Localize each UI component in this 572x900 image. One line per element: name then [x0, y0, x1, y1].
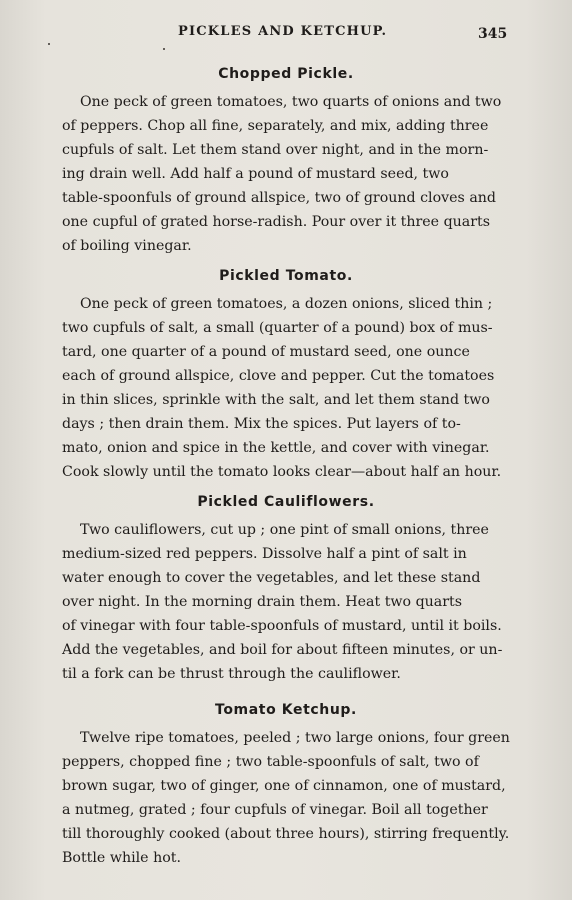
text-line: table-spoonfuls of ground allspice, two of ground cloves and [62, 190, 497, 206]
page-number: 345 [478, 26, 508, 42]
text-line: each of ground allspice, clove and pepper. Cut the tomatoes [62, 368, 495, 384]
recipe-body [62, 518, 510, 686]
running-header [0, 24, 572, 44]
recipe-title: Tomato Ketchup. [215, 702, 357, 718]
text-line: one cupful of grated horse-radish. Pour over it three quarts [62, 214, 491, 230]
text-line: One peck of green tomatoes, two quarts of onions and two [80, 94, 502, 110]
text-line: Cook slowly until the tomato looks clear—about half an hour. [62, 464, 502, 480]
text-line: Two cauliflowers, cut up ; one pint of small onions, three [80, 522, 489, 538]
text-line: mato, onion and spice in the kettle, and cover with vinegar. [62, 440, 490, 456]
text-line: brown sugar, two of ginger, one of cinnamon, one of mustard, [62, 778, 506, 794]
text-line: of boiling vinegar. [62, 238, 192, 254]
text-line: two cupfuls of salt, a small (quarter of a pound) box of mus- [62, 320, 493, 336]
ink-speck [163, 48, 165, 50]
text-line: til a fork can be thrust through the cauliflower. [62, 666, 401, 682]
text-line: of vinegar with four table-spoonfuls of mustard, until it boils. [62, 618, 502, 634]
text-line: over night. In the morning drain them. Heat two quarts [62, 594, 463, 610]
recipe-title: Pickled Cauliflowers. [197, 494, 375, 510]
ink-speck [48, 43, 50, 45]
recipe-body [62, 726, 510, 870]
text-line: of peppers. Chop all fine, separately, and mix, adding three [62, 118, 489, 134]
text-line: Twelve ripe tomatoes, peeled ; two large onions, four green [80, 730, 510, 746]
text-line: cupfuls of salt. Let them stand over night, and in the morn- [62, 142, 489, 158]
recipe-title: Pickled Tomato. [219, 268, 353, 284]
recipe-body [62, 90, 510, 258]
running-title: PICKLES AND KETCHUP. [178, 24, 388, 39]
text-line: Bottle while hot. [62, 850, 181, 866]
text-line: peppers, chopped fine ; two table-spoonfuls of salt, two of [62, 754, 479, 770]
text-line: One peck of green tomatoes, a dozen onions, sliced thin ; [80, 296, 493, 312]
text-line: a nutmeg, grated ; four cupfuls of vinegar. Boil all together [62, 802, 488, 818]
text-line: tard, one quarter of a pound of mustard seed, one ounce [62, 344, 470, 360]
recipe-body [62, 292, 510, 484]
text-line: in thin slices, sprinkle with the salt, and let them stand two [62, 392, 490, 408]
text-line: Add the vegetables, and boil for about fifteen minutes, or un- [62, 642, 503, 658]
text-line: days ; then drain them. Mix the spices. Put layers of to- [62, 416, 461, 432]
text-line: ing drain well. Add half a pound of mustard seed, two [62, 166, 449, 182]
recipe-title: Chopped Pickle. [218, 66, 354, 82]
text-line: till thoroughly cooked (about three hours), stirring frequently. [62, 826, 510, 842]
text-line: water enough to cover the vegetables, and let these stand [62, 570, 481, 586]
text-line: medium-sized red peppers. Dissolve half a pint of salt in [62, 546, 467, 562]
